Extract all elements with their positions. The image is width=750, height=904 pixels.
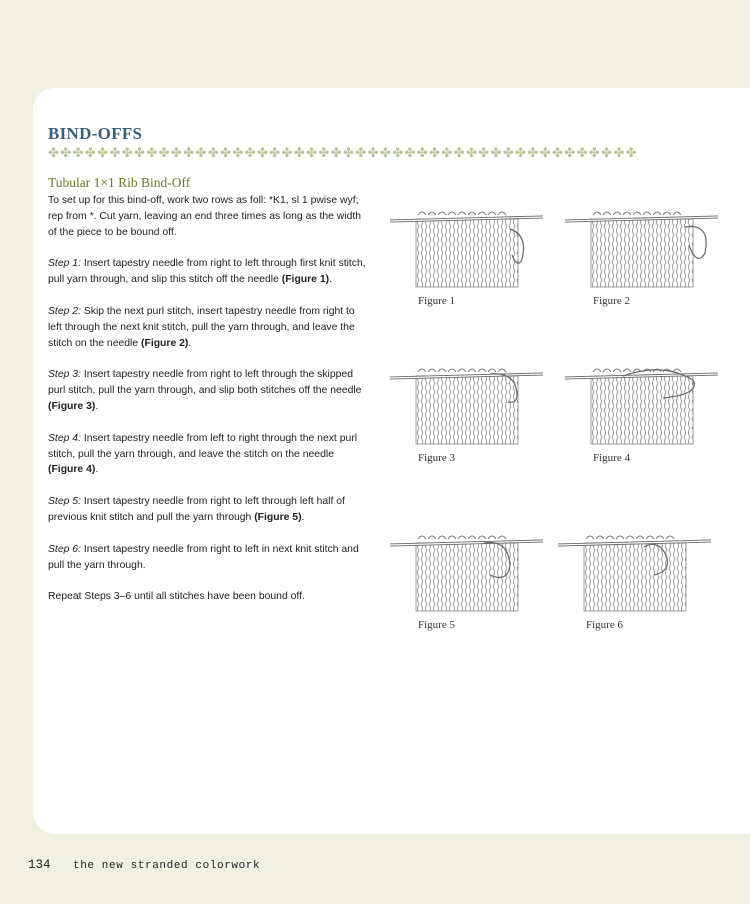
figure-2 [563, 199, 733, 319]
figure-caption: Figure 2 [593, 295, 630, 307]
step-6 [48, 542, 370, 574]
step-text: Insert tapestry needle from right to left through first knit stitch, pull yarn through, and slip this stitch off the needle [48, 258, 366, 286]
knitting-illustration [563, 199, 733, 299]
step-label: Step 1: [48, 258, 81, 270]
knitting-illustration [563, 356, 733, 456]
step-1 [48, 256, 370, 288]
step-4 [48, 431, 370, 478]
step-end: . [329, 274, 332, 286]
figure-ref: (Figure 4) [48, 464, 96, 476]
figure-ref: (Figure 5) [254, 511, 302, 523]
figure-caption: Figure 4 [593, 452, 630, 464]
step-text: Skip the next purl stitch, insert tapestry needle from right to left through the next knit stitch, pull the yarn through, and leave the stitch on the needle [48, 305, 355, 349]
figure-caption: Figure 3 [418, 452, 455, 464]
step-label: Step 5: [48, 496, 81, 508]
page-number: 134 [28, 858, 51, 872]
running-footer: the new stranded colorwork [73, 860, 261, 872]
step-label: Step 3: [48, 369, 81, 381]
figure-ref: (Figure 2) [141, 337, 189, 349]
figure-ref: (Figure 3) [48, 400, 96, 412]
step-end: . [188, 337, 192, 349]
ornament-divider: ✤✤✤✤✤✤✤✤✤✤✤✤✤✤✤✤✤✤✤✤✤✤✤✤✤✤✤✤✤✤✤✤✤✤✤✤✤✤✤✤✤✤✤✤✤✤✤✤ [48, 145, 639, 160]
step-label: Step 6: [48, 543, 81, 555]
knitting-illustration [388, 356, 558, 456]
section-title: BIND-OFFS [48, 124, 143, 143]
step-text: Insert tapestry needle from left to right through the next purl stitch, pull the yarn through, and leave the stitch on the needle [48, 432, 358, 460]
step-text: Insert tapestry needle from right to left through left half of previous knit stitch and pull the yarn through [48, 496, 345, 523]
step-end: . [95, 400, 99, 412]
figure-caption: Figure 1 [418, 295, 455, 307]
step-label: Step 4: [48, 432, 81, 444]
figure-5 [388, 523, 558, 643]
step-end: . [95, 464, 99, 476]
figure-6 [556, 523, 726, 643]
step-end: . [301, 511, 305, 523]
figure-ref: (Figure 1) [281, 274, 330, 286]
step-3 [48, 367, 370, 414]
figure-caption: Figure 5 [418, 619, 455, 631]
intro-paragraph: To set up for this bind-off, work two rows as foll: *K1, sl 1 pwise wyf; rep from *. Cut yarn, leaving an end three times as long as the width of the piece to be bound off. [48, 195, 362, 238]
step-5 [48, 494, 370, 526]
step-2 [48, 304, 370, 351]
figure-3 [388, 356, 558, 476]
instructions-column [48, 193, 370, 621]
figure-caption: Figure 6 [586, 619, 623, 631]
technique-title: Tubular 1×1 Rib Bind-Off [48, 175, 191, 190]
step-text: Insert tapestry needle from right to left in next knit stitch and pull the yarn through. [48, 543, 359, 571]
figure-1 [388, 199, 558, 319]
knitting-illustration [556, 523, 726, 623]
step-label: Step 2: [48, 305, 81, 317]
step-text: Insert tapestry needle from right to left through the skipped purl stitch, pull the yarn through, and slip both stitches off the needle [48, 369, 362, 397]
closing-paragraph: Repeat Steps 3–6 until all stitches have been bound off. [48, 591, 305, 603]
figure-4 [563, 356, 733, 476]
knitting-illustration [388, 199, 558, 299]
knitting-illustration [388, 523, 558, 623]
